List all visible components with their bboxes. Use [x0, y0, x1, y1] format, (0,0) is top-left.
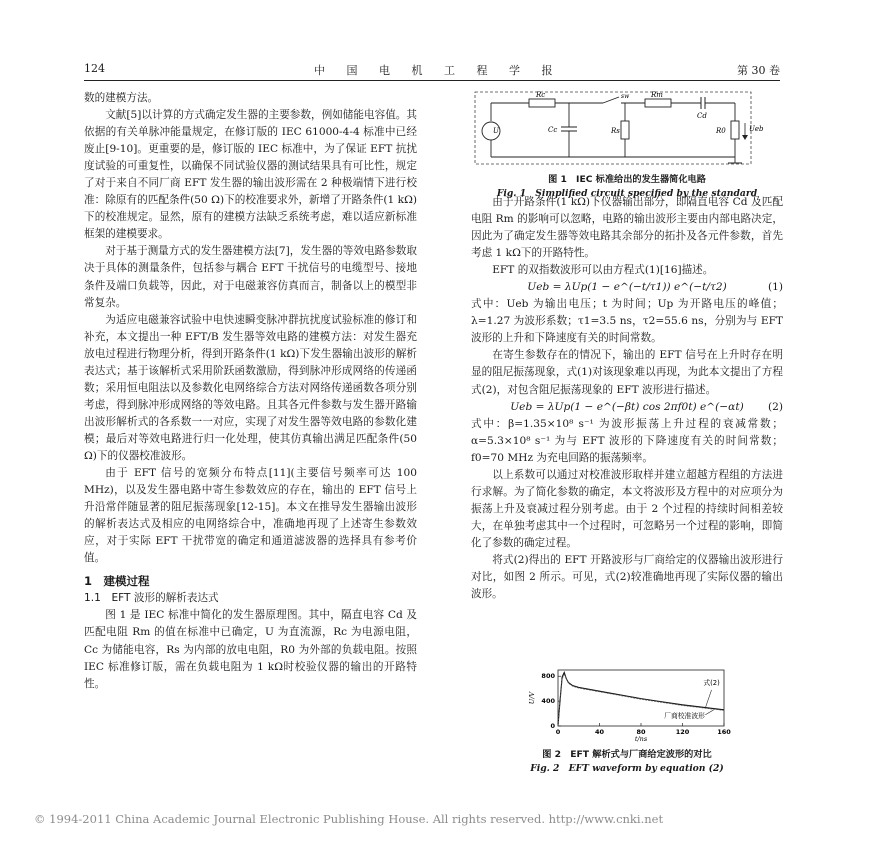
paragraph: 将式(2)得出的 EFT 开路波形与厂商给定的仪器输出波形进行对比，如图 2 所示。可见，式(2)较准确地再现了实际仪器的输出波形。	[471, 553, 783, 601]
series-label: 式(2)	[703, 678, 720, 687]
section-heading: 1 建模过程	[84, 574, 150, 589]
x-tick-label: 80	[636, 728, 646, 736]
equation-1-number: (1)	[767, 281, 783, 294]
equation-2-body: Ueb = λUp(1 − e^(−βt) cos 2πf0t) e^(−αt)	[510, 400, 744, 413]
paragraph: 在寄生参数存在的情况下，输出的 EFT 信号在上升时存在明显的阻尼振荡现象，式(1)对该现象难以再现，为此本文提出了方程式(2)，对包含阻尼振荡现象的 EFT 波形进行描述。	[471, 349, 783, 396]
figure2-caption-cn: 图 2 EFT 解析式与厂商给定波形的对比	[542, 749, 712, 760]
x-tick-label: 40	[594, 728, 605, 736]
equation-1	[471, 279, 783, 296]
paragraph: 以上系数可以通过对校准波形取样并建立超越方程组的方法进行求解。为了简化参数的确定，本文将波形及方程中的对应项分为振荡上升及衰减过程分别考虑。由于 2 个过程的持续时间相差较大，在单独考虑其中一个过程时，可忽略另一个过程的影响，即简化了参数的确定过程。	[471, 468, 783, 549]
paragraph: 图 1 是 IEC 标准中简化的发生器原理图。其中，隔直电容 Cd 及匹配电阻 Rm 的值在标准中已确定，U 为直流源，Rc 为电源电阻，Cc 为储能电容，Rs 为内部的放电电阻，R0 为外部的负载电阻。按照 IEC 标准修订版，需在负载电阻为 1 kΩ时校验仪器的输出的开路特性。	[84, 609, 417, 690]
equation-1-body: Ueb = λUp(1 − e^(−t/τ1)) e^(−t/τ2)	[527, 281, 727, 294]
page-header	[84, 62, 780, 82]
paragraph: EFT 的双指数波形可以由方程式(1)[16]描述。	[492, 264, 714, 277]
figure1-caption-cn: 图 1 IEC 标准给出的发生器简化电路	[548, 174, 706, 185]
x-axis-label: t/ns	[634, 735, 648, 743]
right-column	[471, 194, 783, 603]
x-tick-label: 160	[717, 728, 731, 736]
figure1-caption-en: Fig. 1 Simplified circuit specified by the standard	[496, 188, 758, 199]
label-U: U	[493, 127, 499, 135]
x-tick-label: 120	[675, 728, 690, 736]
label-Ueb: Ueb	[749, 125, 764, 133]
label-Rc: Rc	[536, 91, 546, 99]
label-Cc: Cc	[548, 126, 558, 134]
paragraph: 式中：β=1.35×10⁸ s⁻¹ 为波形振荡上升过程的衰减常数；α=5.3×10⁸ s⁻¹ 为与 EFT 波形的下降速度有关的时间常数；f0=70 MHz 为充电回路的振荡频率。	[471, 417, 783, 464]
paragraph: 式中：Ueb 为输出电压；t 为时间；Up 为开路电压的峰值；λ=1.27 为波形系数；τ1=3.5 ns，τ2=55.6 ns，分别为与 EFT 波形的上升和下降速度有关的时间常数。	[471, 298, 783, 345]
equation-2	[471, 399, 783, 416]
figure2-caption-en: Fig. 2 EFT waveform by equation (2)	[530, 763, 724, 774]
y-tick-label: 800	[541, 672, 555, 681]
label-sw: sw	[621, 93, 630, 100]
y-axis-label: U/V	[528, 691, 536, 705]
leader-line	[705, 690, 711, 708]
label-R0: R0	[716, 127, 726, 135]
y-tick-label: 400	[541, 697, 555, 706]
circuit-diagram	[473, 91, 783, 167]
label-Rm: Rm	[651, 91, 663, 99]
subsection-heading: 1.1 EFT 波形的解析表达式	[84, 592, 219, 605]
volume-number: 第 30 卷	[737, 64, 780, 77]
y-tick-label: 0	[550, 722, 555, 730]
waveform-chart	[520, 664, 742, 744]
journal-name: 中 国 电 机 工 程 学 报	[314, 64, 562, 77]
equation-2-number: (2)	[767, 400, 783, 413]
left-column	[84, 90, 417, 693]
paragraph: 文献[5]以计算的方式确定发生器的主要参数，例如储能电容值。其依据的有关单脉冲能量规定，在修订版的 IEC 61000-4-4 标准中已经废止[9-10]。更重要的是，修订版的 IEC 标准中，为了保证 EFT 抗扰度试验的可重复性，以确保不同试验仪器的测试结果具有可比性，规定了对于来自不同厂商 EFT 发生器的输出波形需在 2 种极端情下进行校准：除原有的匹配条件(50 Ω)下的校准要求外，新增了开路条件(1 kΩ)下的校准规定。显然，原有的建模方法缺乏系统考虑，难以适应新标准框架的建模要求。	[84, 109, 417, 241]
copyright-footer: © 1994-2011 China Academic Journal Electronic Publishing House. All rights reserved. http://www.cnki.net	[34, 812, 664, 826]
page-number: 124	[84, 62, 105, 75]
paragraph: 由于 EFT 信号的宽频分布特点[11](主要信号频率可达 100 MHz)，以及发生器电路中寄生参数效应的存在，输出的 EFT 信号上升沿常伴随显著的阻尼振荡现象[12-15]。本文在推导发生器输出波形的解析表达式及相应的电网络综合中，准确地再现了上述寄生参数效应，对于实际 EFT 干扰带宽的确定和通道滤波器的选择具有参考价值。	[84, 467, 417, 565]
label-Rs: Rs	[611, 127, 620, 135]
figure2-caption	[471, 746, 783, 774]
paragraph: 对于基于测量方式的发生器建模方法[7]，发生器的等效电路参数取决于具体的测量条件，包括参与耦合 EFT 干扰信号的电缆型号、接地条件及端口负载等，因此，对于电磁兼容仿真而言，制备以上的模型非常复杂。	[84, 245, 417, 309]
series-label: 厂商校准波形	[664, 711, 705, 720]
paragraph: 为适应电磁兼容试验中电快速瞬变脉冲群抗扰度试验标准的修订和补充，本文提出一种 EFT/B 发生器等效电路的建模方法：对发生器充放电过程进行物理分析，得到开路条件(1 kΩ)下发生器输出波形的解析表达式；基于该解析式采用阶跃函数激励，得到脉冲形成网络的传递函数；采用恒电阻法以及参数化电网络综合方法对网络传递函数各项分别考虑，得到脉冲形成网络的等效电路。且其各元件参数与发生器开路输出波形解析式的各系数一一对应，实现了对发生器等效电路的参数化建模；最后对等效电路进行归一化处理，使其仿真输出满足匹配条件(50 Ω)下的仪器校准波形。	[84, 313, 417, 462]
header-rule	[84, 80, 780, 81]
paragraph: 数的建模方法。	[84, 92, 159, 104]
paragraph: 由于开路条件(1 kΩ)下仪器输出部分，即隔直电容 Cd 及匹配电阻 Rm 的影响可以忽略，电路的输出波形主要由内部电路决定，因此为了确定发生器等效电路其余部分的拓扑及各元件参数，首先考虑 1 kΩ下的开路特性。	[471, 196, 783, 260]
label-Cd: Cd	[697, 112, 707, 120]
leader-line	[705, 710, 713, 715]
x-tick-label: 0	[555, 728, 561, 736]
